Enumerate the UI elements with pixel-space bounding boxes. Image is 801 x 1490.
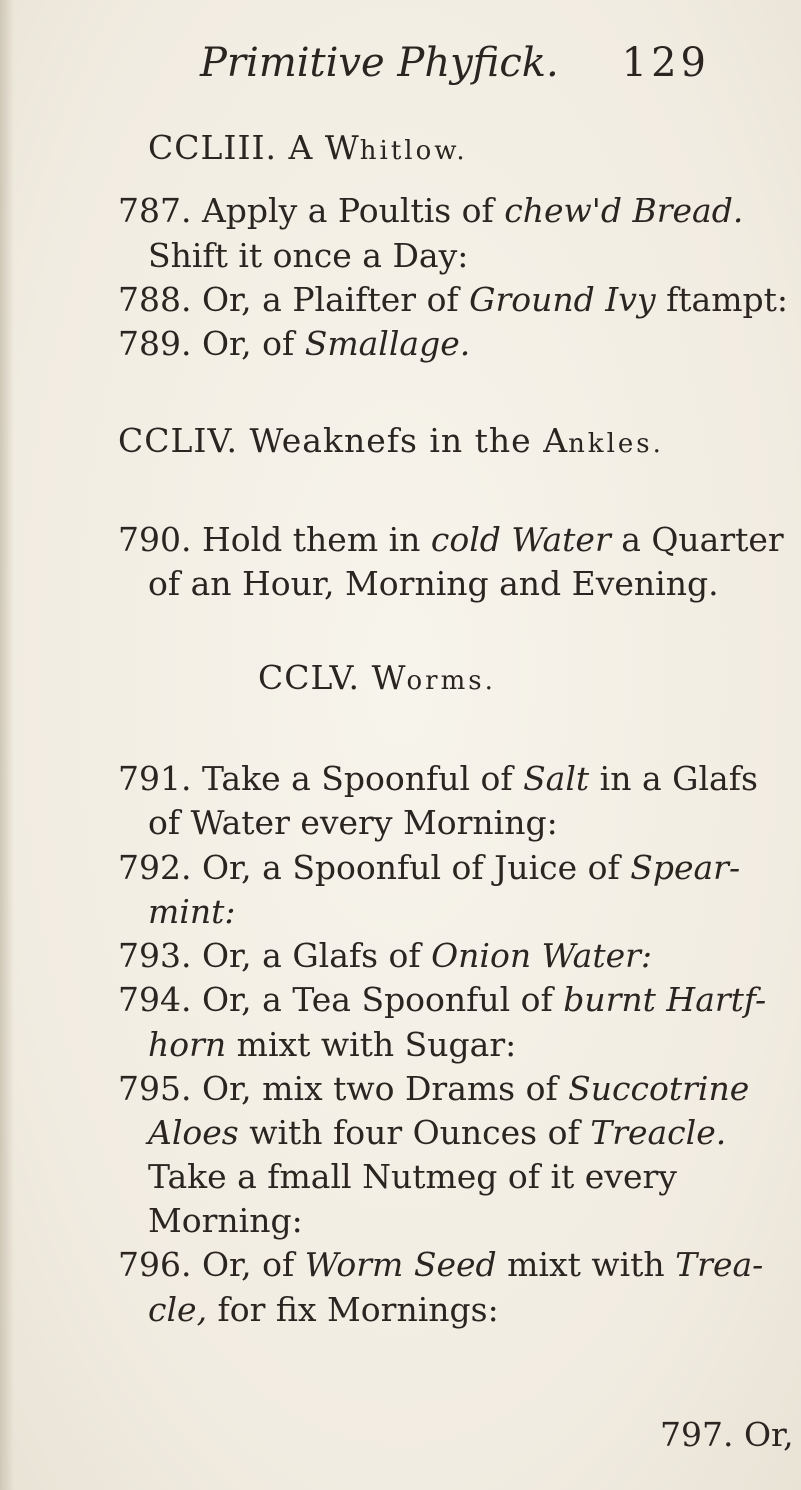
section-heading-worms: CCLV. Worms. bbox=[258, 658, 496, 697]
entry-795-cont-1: Aloes with four Ounces of Treacle. bbox=[148, 1113, 727, 1152]
page-edge-shadow bbox=[0, 0, 14, 1490]
entry-791: 791. Take a Spoonful of Salt in a Glafs bbox=[118, 759, 758, 798]
entry-794-cont: horn mixt with Sugar: bbox=[148, 1025, 517, 1064]
entry-790-cont: of an Hour, Morning and Evening. bbox=[148, 564, 719, 603]
entry-795-cont-2: Take a fmall Nutmeg of it every bbox=[148, 1157, 677, 1196]
catchword: 797. Or, bbox=[660, 1415, 794, 1454]
entry-792-cont: mint: bbox=[148, 892, 236, 931]
entry-794: 794. Or, a Tea Spoonful of burnt Hartf- bbox=[118, 980, 767, 1019]
entry-792: 792. Or, a Spoonful of Juice of Spear- bbox=[118, 848, 741, 887]
running-header bbox=[200, 40, 760, 104]
entry-788: 788. Or, a Plaifter of Ground Ivy ftampt: bbox=[118, 280, 789, 319]
entry-791-cont: of Water every Morning: bbox=[148, 803, 558, 842]
entry-790: 790. Hold them in cold Water a Quarter bbox=[118, 520, 784, 559]
entry-789: 789. Or, of Smallage. bbox=[118, 324, 471, 363]
page-number: 129 bbox=[621, 40, 710, 86]
entry-793: 793. Or, a Glafs of Onion Water: bbox=[118, 936, 653, 975]
section-heading-ankles: CCLIV. Weaknefs in the Ankles. bbox=[118, 421, 664, 460]
entry-787: 787. Apply a Poultis of chew'd Bread. bbox=[118, 191, 744, 230]
entry-796-cont: cle, for fix Mornings: bbox=[148, 1290, 499, 1329]
section-heading-whitlow: CCLIII. A Whitlow. bbox=[148, 128, 468, 167]
entry-795: 795. Or, mix two Drams of Succotrine bbox=[118, 1069, 750, 1108]
entry-795-cont-3: Morning: bbox=[148, 1201, 303, 1240]
running-title: Primitive Phyfick. bbox=[200, 40, 559, 86]
entry-787-cont: Shift it once a Day: bbox=[148, 236, 469, 275]
entry-796: 796. Or, of Worm Seed mixt with Trea- bbox=[118, 1245, 764, 1284]
